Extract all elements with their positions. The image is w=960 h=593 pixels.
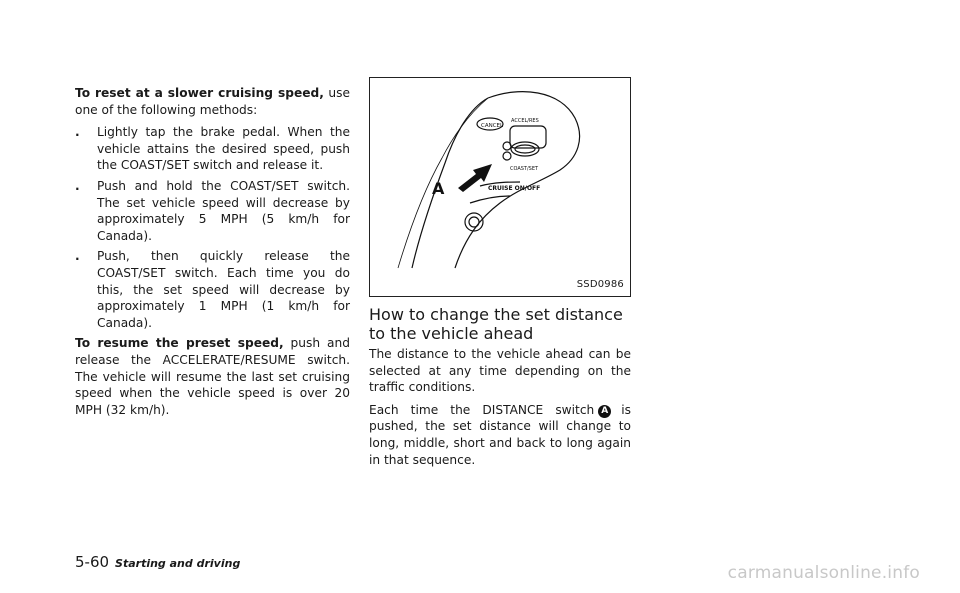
bullet-mark: . [75, 249, 80, 264]
page-footer [75, 552, 240, 571]
method-text: Push, then quickly release the COAST/SET switch. Each time you do this, the set speed will decrease by approximately 1 MPH (1 km/h for Canada). [97, 249, 350, 330]
method-item [75, 178, 350, 244]
cancel-label: CANCEL [481, 123, 504, 129]
marker-a-badge: A [598, 405, 611, 418]
distance-text-before: Each time the DISTANCE switch [369, 402, 595, 417]
method-text: Push and hold the COAST/SET switch. The set vehicle speed will decrease by approximately 5 MPH (5 km/h for Canada). [97, 178, 350, 243]
pointer-arrow [458, 164, 492, 192]
distance-text-after: is pushed, the set distance will change to long, middle, short and back to long again in that sequence. [369, 402, 631, 467]
method-item [75, 124, 350, 174]
left-column [75, 85, 350, 424]
cruise-on-off-label: CRUISE ON/OFF [488, 185, 541, 192]
steering-switch-illustration [370, 78, 632, 298]
page-number: 5-60 [75, 553, 110, 571]
slower-speed-rest: use one of the following methods: [75, 86, 351, 117]
bullet-mark: . [75, 125, 80, 140]
method-item [75, 248, 350, 331]
section-title: Starting and driving [115, 557, 241, 570]
section-heading: How to change the set distance to the vehicle ahead [369, 305, 623, 343]
distance-paragraph-2 [369, 402, 631, 468]
marker-a-label: A [432, 179, 445, 198]
watermark: carmanualsonline.info [727, 563, 920, 583]
bullet-mark: . [75, 178, 80, 193]
figure-code: SSD0986 [576, 279, 624, 290]
resume-rest: push and release the ACCELERATE/RESUME switch. The vehicle will resume the last set cruising speed when the vehicle speed is over 20 MPH (32 km/h). [75, 336, 350, 417]
coast-set-label: COAST/SET [510, 166, 539, 172]
resume-lead: To resume the preset speed, [75, 336, 284, 351]
accel-res-label: ACCEL/RES [511, 118, 539, 124]
right-column [369, 346, 631, 474]
resume-paragraph [75, 335, 350, 418]
distance-paragraph-1: The distance to the vehicle ahead can be selected at any time depending on the traffic conditions. [369, 347, 631, 395]
slower-speed-lead: To reset at a slower cruising speed, [75, 86, 324, 100]
slower-speed-intro [75, 85, 350, 118]
method-text: Lightly tap the brake pedal. When the vehicle attains the desired speed, push the COAST/SET switch and release it. [97, 125, 350, 173]
methods-list [75, 124, 350, 331]
steering-switch-figure [369, 77, 631, 297]
